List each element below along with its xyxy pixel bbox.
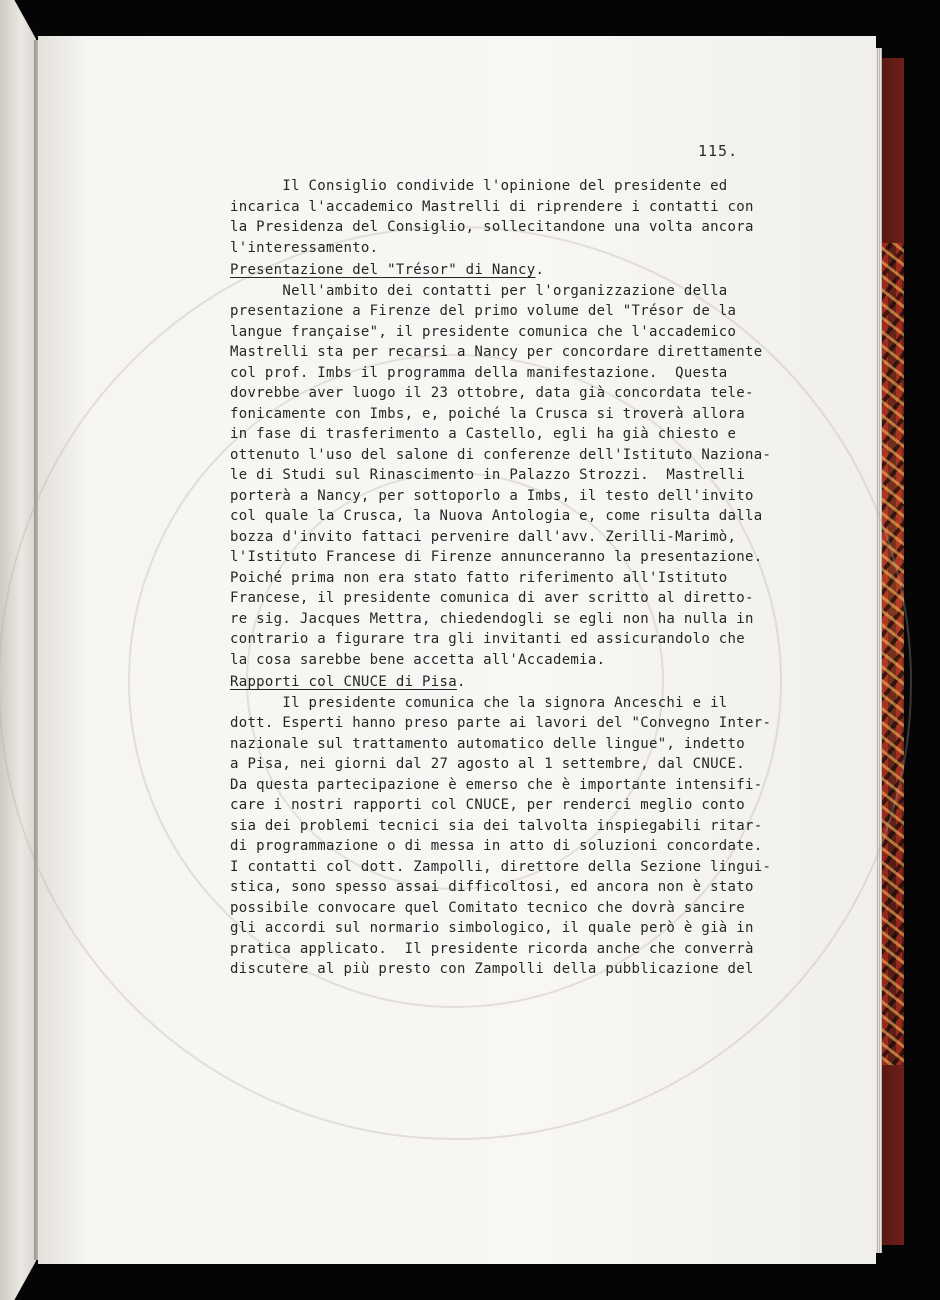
heading-text: Presentazione del "Trésor" di Nancy <box>230 262 536 278</box>
text-line: incarica l'accademico Mastrelli di riprendere i contatti con <box>230 198 754 215</box>
paragraph-tresor <box>230 281 770 671</box>
text-line: possibile convocare quel Comitato tecnico che dovrà sancire <box>230 899 745 916</box>
text-line: a Pisa, nei giorni dal 27 agosto al 1 settembre, dal CNUCE. <box>230 756 745 772</box>
section-heading-tresor <box>230 260 770 281</box>
text-line: porterà a Nancy, per sottoporlo a Imbs, il testo dell'invito <box>230 487 754 504</box>
text-line: sia dei problemi tecnici sia dei talvolta inspiegabili ritar- <box>230 817 763 834</box>
text-line: col prof. Imbs il programma della manifestazione. Questa <box>230 364 728 381</box>
page-number: 115. <box>698 142 739 160</box>
text-line: Il Consiglio condivide l'opinione del presidente ed <box>230 178 728 194</box>
text-line: la Presidenza del Consiglio, sollecitandone una volta ancora <box>230 219 754 235</box>
text-line: contrario a figurare tra gli invitanti ed assicurandolo che <box>230 631 745 647</box>
text-line: I contatti col dott. Zampolli, direttore della Sezione lingui- <box>230 858 772 875</box>
text-line: l'Istituto Francese di Firenze annunceranno la presentazione. <box>230 549 763 565</box>
paragraph-intro <box>230 176 770 258</box>
text-line: re sig. Jacques Mettra, chiedendogli se egli non ha nulla in <box>230 610 754 627</box>
text-line: discutere al più presto con Zampolli della pubblicazione del <box>230 961 754 977</box>
text-line: le di Studi sul Rinascimento in Palazzo Strozzi. Mastrelli <box>230 467 745 483</box>
text-line: Mastrelli sta per recarsi a Nancy per concordare direttamente <box>230 344 763 360</box>
text-line: gli accordi sul normario simbologico, il quale però è già in <box>230 920 754 936</box>
text-line: la cosa sarebbe bene accetta all'Accademia. <box>230 651 606 668</box>
text-line: Il presidente comunica che la signora Anceschi e il <box>230 694 728 711</box>
text-line: Nell'ambito dei contatti per l'organizzazione della <box>230 282 728 299</box>
text-line: dott. Esperti hanno preso parte ai lavori del "Convegno Inter- <box>230 715 772 731</box>
text-line: Da questa partecipazione è emerso che è importante intensifi- <box>230 776 763 793</box>
text-line: dovrebbe aver luogo il 23 ottobre, data già concordata tele- <box>230 385 754 401</box>
section-heading-cnuce <box>230 672 770 693</box>
text-line: di programmazione o di messa in atto di soluzioni concordate. <box>230 838 763 854</box>
heading-text: Rapporti col CNUCE di Pisa <box>230 674 457 690</box>
text-line: langue française", il presidente comunica che l'accademico <box>230 323 737 340</box>
text-line: Francese, il presidente comunica di aver scritto al diretto- <box>230 590 754 606</box>
heading-period: . <box>535 262 545 278</box>
paragraph-cnuce <box>230 693 770 980</box>
document-body <box>230 176 770 980</box>
text-line: nazionale sul trattamento automatico delle lingue", indetto <box>230 735 745 752</box>
text-line: stica, sono spesso assai difficoltosi, ed ancora non è stato <box>230 879 754 895</box>
text-line: in fase di trasferimento a Castello, egli ha già chiesto e <box>230 426 737 442</box>
text-line: col quale la Crusca, la Nuova Antologia e, come risulta dalla <box>230 508 763 524</box>
text-line: presentazione a Firenze del primo volume del "Trésor de la <box>230 303 737 319</box>
text-line: pratica applicato. Il presidente ricorda anche che converrà <box>230 940 754 957</box>
text-line: ottenuto l'uso del salone di conferenze dell'Istituto Naziona- <box>230 446 772 463</box>
text-line: l'interessamento. <box>230 239 379 256</box>
heading-period: . <box>456 674 466 690</box>
text-line: care i nostri rapporti col CNUCE, per renderci meglio conto <box>230 797 745 813</box>
text-line: fonicamente con Imbs, e, poiché la Crusca si troverà allora <box>230 405 745 422</box>
text-line: Poiché prima non era stato fatto riferimento all'Istituto <box>230 569 728 586</box>
text-line: bozza d'invito fattaci pervenire dall'avv. Zerilli-Marimò, <box>230 528 737 545</box>
